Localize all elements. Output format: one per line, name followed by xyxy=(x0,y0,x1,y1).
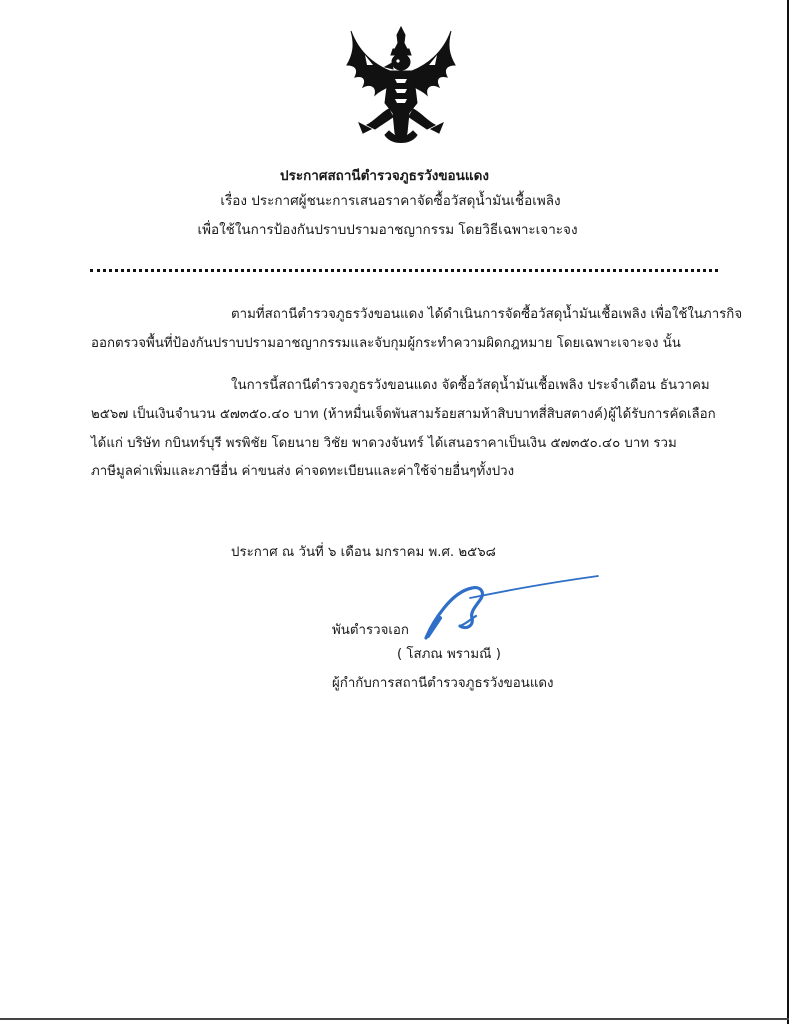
subject-line: เรื่อง ประกาศผู้ชนะการเสนอราคาจัดซื้อวัสดุน้ำมันเชื้อเพลิง xyxy=(220,193,561,209)
paragraph-2-line-4: ภาษีมูลค่าเพิ่มและภาษีอื่น ค่าขนส่ง ค่าจดทะเบียนและค่าใช้จ่ายอื่นๆทั้งปวง xyxy=(91,464,515,479)
announcement-date: ประกาศ ณ วันที่ ๖ เดือน มกราคม พ.ศ. ๒๕๖๘ xyxy=(231,545,496,560)
page-bottom-border xyxy=(0,1018,789,1020)
signer-name: ( โสภณ พรามณี ) xyxy=(397,647,501,662)
paragraph-1-line-1: ตามที่สถานีตำรวจภูธรวังขอนแดง ได้ดำเนินการจัดซื้อวัสดุน้ำมันเชื้อเพลิง เพื่อใช้ในภารกิจ xyxy=(231,307,743,322)
paragraph-1-line-2: ออกตรวจพื้นที่ป้องกันปราบปรามอาชญากรรมและจับกุมผู้กระทำความผิดกฎหมาย โดยเฉพาะเจาะจง นั้น xyxy=(91,336,681,351)
subject-line-cont: เพื่อใช้ในการป้องกันปราบปรามอาชญากรรม โดยวิธีเฉพาะเจาะจง xyxy=(197,222,578,238)
page-title: ประกาศสถานีตำรวจภูธรวังขอนแดง xyxy=(280,168,489,184)
paragraph-2-line-1: ในการนี้สถานีตำรวจภูธรวังขอนแดง จัดซื้อวัสดุน้ำมันเชื้อเพลิง ประจำเดือน ธันวาคม xyxy=(231,378,710,393)
paragraph-2-line-2: ๒๕๖๗ เป็นเงินจำนวน ๕๗๓๕๐.๔๐ บาท (ห้าหมื่นเจ็ดพันสามร้อยสามห้าสิบบาทสี่สิบสตางค์)ผู้ได้รับการคัดเลือก xyxy=(91,407,716,422)
signature-image xyxy=(420,570,604,642)
signer-rank: พันตำรวจเอก xyxy=(332,623,409,638)
dotted-divider xyxy=(90,269,718,272)
paragraph-2-line-3: ได้แก่ บริษัท กบินทร์บุรี พรพิชัย โดยนาย วิชัย พาดวงจันทร์ ได้เสนอราคาเป็นเงิน ๕๗๓๕๐.๔๐ บาท รวม xyxy=(91,436,677,451)
garuda-emblem-icon xyxy=(345,25,457,147)
signer-position: ผู้กำกับการสถานีตำรวจภูธรวังขอนแดง xyxy=(332,676,554,691)
